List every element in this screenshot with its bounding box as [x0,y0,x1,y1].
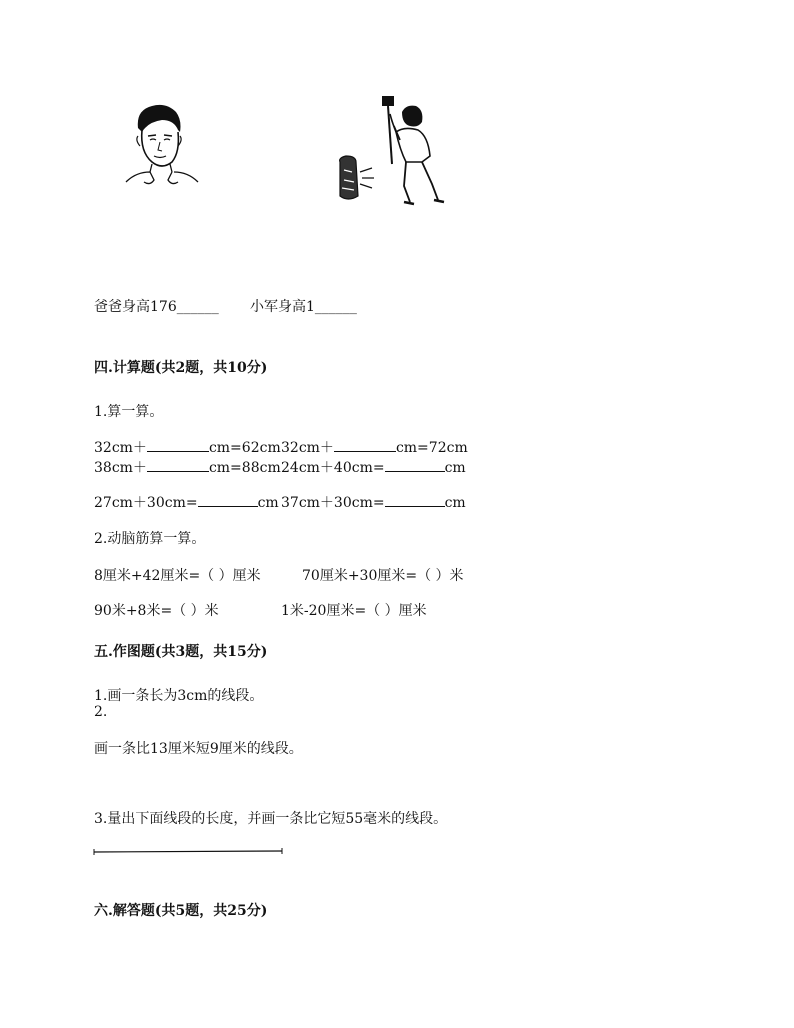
boy-chopping-wood-illustration [334,92,458,210]
calc-prefix: 27cm＋30cm= [94,495,198,511]
calc-prefix: 37cm＋30cm= [281,495,385,511]
q2-item-a: 8厘米+42厘米=（ ）厘米 [94,568,261,584]
xiaojun-height-question: 小军身高1______ [250,299,357,315]
answer-blank[interactable] [198,494,258,507]
calc-prefix: 24cm＋40cm= [281,460,385,476]
calc-row3-right [281,492,466,512]
calc-row3-left [94,492,279,512]
calc-suffix: cm=72cm [395,440,468,456]
answer-blank[interactable] [334,439,396,452]
draw-q2-text: 画一条比13厘米短9厘米的线段。 [94,741,303,757]
q1-title: 1.算一算。 [94,404,164,420]
answer-blank[interactable] [147,439,209,452]
calc-row2-left [94,457,281,477]
section-5-title: 五.作图题(共3题，共15分) [94,644,268,660]
calc-suffix: cm=88cm [208,460,281,476]
q2-item-d: 1米-20厘米=（ ）厘米 [281,603,427,619]
answer-blank[interactable] [385,494,445,507]
section-6-title: 六.解答题(共5题，共25分) [94,903,268,919]
draw-q1: 1.画一条长为3cm的线段。 [94,688,264,704]
draw-q3: 3.量出下面线段的长度，并画一条比它短55毫米的线段。 [94,811,448,827]
calc-prefix: 32cm＋ [281,440,334,456]
answer-blank[interactable] [147,459,209,472]
q2-title: 2.动脑筋算一算。 [94,531,206,547]
calc-row1-right [281,437,468,457]
calc-suffix: cm [257,495,279,511]
dad-height-question: 爸爸身高176______ [94,299,219,315]
measure-line-segment [92,846,286,858]
calc-row2-right [281,457,466,477]
calc-suffix: cm=62cm [208,440,281,456]
section-4-title: 四.计算题(共2题，共10分) [94,360,268,376]
draw-q2-number: 2. [94,704,108,720]
calc-prefix: 38cm＋ [94,460,147,476]
calc-suffix: cm [444,495,466,511]
calc-row1-left [94,437,281,457]
calc-suffix: cm [444,460,466,476]
answer-blank[interactable] [385,459,445,472]
q2-item-b: 70厘米+30厘米=（ ）米 [302,568,464,584]
father-portrait-illustration [118,100,208,192]
calc-prefix: 32cm＋ [94,440,147,456]
q2-item-c: 90米+8米=（ ）米 [94,603,219,619]
